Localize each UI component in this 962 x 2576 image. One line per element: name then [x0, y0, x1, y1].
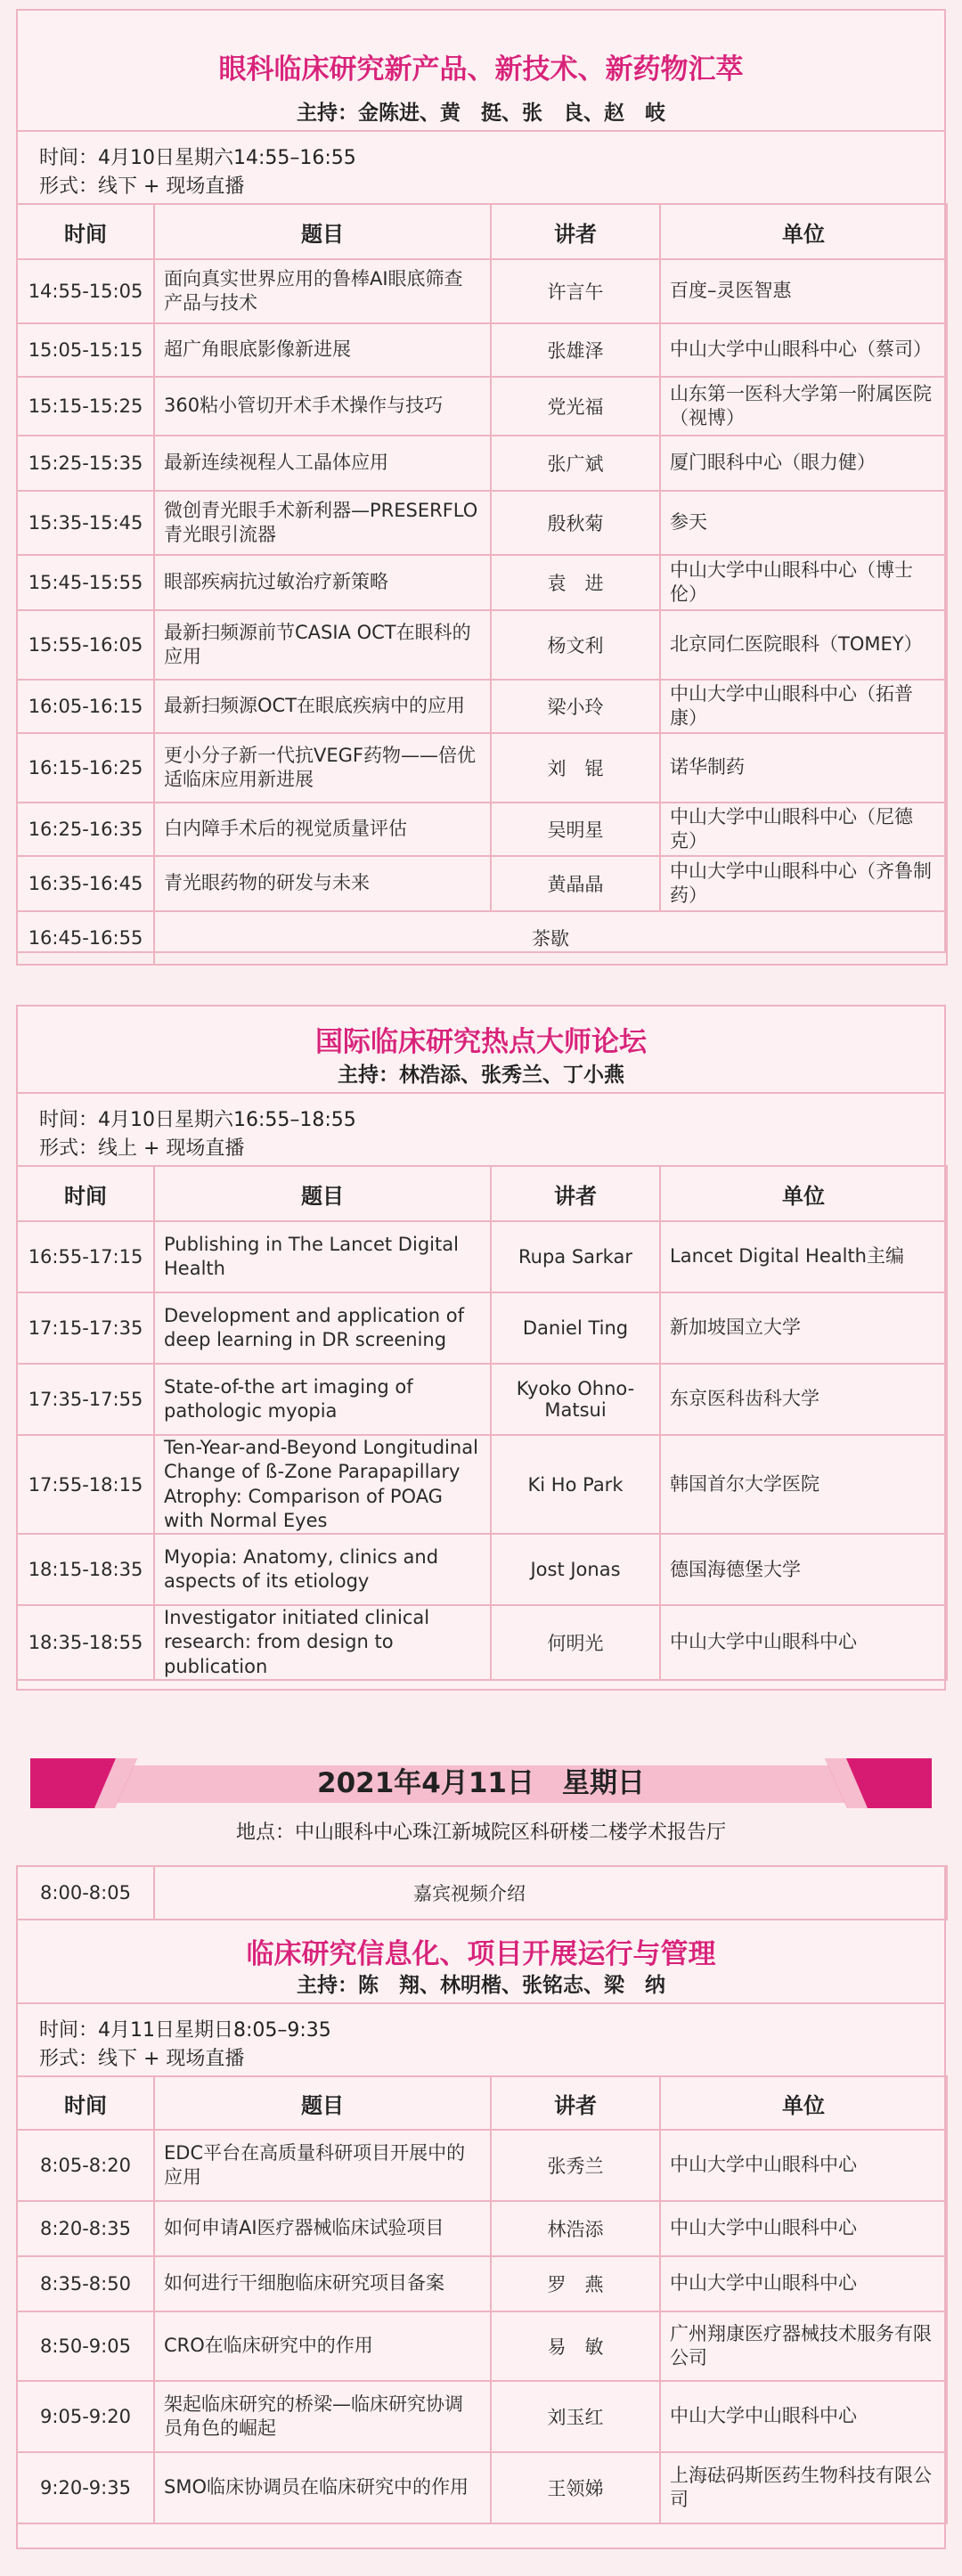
day-banner — [30, 1758, 932, 1808]
session-panel-products — [16, 9, 946, 953]
row-topic: Ten-Year-and-Beyond Longitudinal Change of ß-Zone Parapapillary Atrophy: Comparison of POAG with Normal Eyes — [154, 1435, 491, 1534]
table-row — [17, 1534, 947, 1605]
row-speaker: 袁 进 — [491, 555, 660, 610]
row-time: 9:20-9:35 — [17, 2452, 154, 2523]
row-speaker: Kyoko Ohno-Matsui — [491, 1364, 660, 1435]
row-unit: 中山大学中山眼科中心（拓普康） — [660, 680, 947, 733]
row-unit: 中山大学中山眼科中心（蔡司） — [660, 323, 947, 377]
row-unit: 中山大学中山眼科中心 — [660, 2130, 947, 2201]
row-speaker: 林浩添 — [491, 2201, 660, 2256]
row-time: 17:15-17:35 — [17, 1292, 154, 1364]
row-topic: Investigator initiated clinical research: from design to publication — [154, 1605, 491, 1680]
col-header-time: 时间 — [17, 204, 154, 259]
session-hosts: 主持：林浩添、张秀兰、丁小燕 — [338, 1064, 624, 1087]
session-format: 形式：线上 + 现场直播 — [39, 1137, 245, 1160]
session-info — [18, 130, 944, 205]
row-unit: 诺华制药 — [660, 733, 947, 803]
row-time: 8:50-9:05 — [17, 2311, 154, 2381]
row-time: 18:35-18:55 — [17, 1605, 154, 1680]
break-time: 16:45-16:55 — [17, 911, 154, 965]
row-time: 15:25-15:35 — [17, 436, 154, 491]
row-topic: Myopia: Anatomy, clinics and aspects of its etiology — [154, 1534, 491, 1605]
table-row — [17, 803, 947, 856]
table-row — [17, 1605, 947, 1680]
row-unit: 韩国首尔大学医院 — [660, 1435, 947, 1534]
row-time: 16:55-17:15 — [17, 1221, 154, 1292]
table-row — [17, 1364, 947, 1435]
row-topic: 如何申请AI医疗器械临床试验项目 — [154, 2201, 491, 2256]
table-row — [17, 377, 947, 436]
table-row — [17, 856, 947, 911]
row-topic: 最新连续视程人工晶体应用 — [154, 436, 491, 491]
row-topic: 架起临床研究的桥梁—临床研究协调员角色的崛起 — [154, 2381, 491, 2452]
row-topic: 如何进行干细胞临床研究项目备案 — [154, 2256, 491, 2311]
row-time: 16:25-16:35 — [17, 803, 154, 856]
col-header-time: 时间 — [17, 1166, 154, 1221]
schedule-table — [16, 2075, 948, 2524]
row-unit: 中山大学中山眼科中心（博士伦） — [660, 555, 947, 610]
row-unit: 中山大学中山眼科中心 — [660, 2201, 947, 2256]
row-topic: Publishing in The Lancet Digital Health — [154, 1221, 491, 1292]
row-speaker: 梁小玲 — [491, 680, 660, 733]
row-time: 17:55-18:15 — [17, 1435, 154, 1534]
row-speaker: 王领娣 — [491, 2452, 660, 2523]
table-row — [17, 323, 947, 377]
table-row — [17, 2130, 947, 2201]
row-topic: 超广角眼底影像新进展 — [154, 323, 491, 377]
break-row — [17, 911, 947, 965]
row-speaker: Daniel Ting — [491, 1292, 660, 1364]
row-time: 16:35-16:45 — [17, 856, 154, 911]
table-row — [17, 733, 947, 803]
session-time: 时间：4月10日星期六14:55–16:55 — [39, 147, 356, 169]
row-speaker: 刘 锟 — [491, 733, 660, 803]
row-unit: 参天 — [660, 491, 947, 555]
row-topic: CRO在临床研究中的作用 — [154, 2311, 491, 2381]
video-label: 嘉宾视频介绍 — [154, 1866, 947, 1920]
row-time: 8:05-8:20 — [17, 2130, 154, 2201]
row-time: 8:20-8:35 — [17, 2201, 154, 2256]
row-topic: 眼部疾病抗过敏治疗新策略 — [154, 555, 491, 610]
row-time: 15:05-15:15 — [17, 323, 154, 377]
row-speaker: 张秀兰 — [491, 2130, 660, 2201]
row-time: 14:55-15:05 — [17, 259, 154, 323]
row-time: 16:05-16:15 — [17, 680, 154, 733]
table-row — [17, 436, 947, 491]
col-header-unit: 单位 — [660, 1166, 947, 1221]
row-topic: 白内障手术后的视觉质量评估 — [154, 803, 491, 856]
col-header-time: 时间 — [17, 2076, 154, 2130]
table-row — [17, 2452, 947, 2523]
row-speaker: 张广斌 — [491, 436, 660, 491]
table-row — [17, 259, 947, 323]
table-row — [17, 1435, 947, 1534]
col-header-unit: 单位 — [660, 2076, 947, 2130]
row-speaker: 吴明星 — [491, 803, 660, 856]
session-title: 临床研究信息化、项目开展运行与管理 — [246, 1938, 716, 1970]
row-topic: 微创青光眼手术新利器—PRESERFLO青光眼引流器 — [154, 491, 491, 555]
row-topic: 最新扫频源OCT在眼底疾病中的应用 — [154, 680, 491, 733]
row-unit: 中山大学中山眼科中心（齐鲁制药） — [660, 856, 947, 911]
session-time: 时间：4月10日星期六16:55–18:55 — [39, 1109, 356, 1131]
table-row — [17, 555, 947, 610]
row-speaker: 刘玉红 — [491, 2381, 660, 2452]
row-time: 17:35-17:55 — [17, 1364, 154, 1435]
row-time: 16:15-16:25 — [17, 733, 154, 803]
venue-location: 地点：中山眼科中心珠江新城院区科研楼二楼学术报告厅 — [235, 1822, 726, 1844]
col-header-unit: 单位 — [660, 204, 947, 259]
break-label: 茶歇 — [154, 911, 947, 965]
table-header-row — [17, 2076, 947, 2130]
row-topic: State-of-the art imaging of pathologic myopia — [154, 1364, 491, 1435]
row-time: 15:45-15:55 — [17, 555, 154, 610]
row-speaker: 党光福 — [491, 377, 660, 436]
table-row — [17, 2381, 947, 2452]
row-unit: 广州翔康医疗器械技术服务有限公司 — [660, 2311, 947, 2381]
session-format: 形式：线下 + 现场直播 — [39, 175, 245, 198]
row-time: 9:05-9:20 — [17, 2381, 154, 2452]
row-unit: 东京医科齿科大学 — [660, 1364, 947, 1435]
row-speaker: Jost Jonas — [491, 1534, 660, 1605]
table-row — [17, 680, 947, 733]
session-hosts: 主持：陈 翔、林明楷、张铭志、梁 纳 — [297, 1974, 665, 1997]
row-time: 8:35-8:50 — [17, 2256, 154, 2311]
row-time: 15:15-15:25 — [17, 377, 154, 436]
row-unit: 中山大学中山眼科中心（尼德克） — [660, 803, 947, 856]
row-speaker: 罗 燕 — [491, 2256, 660, 2311]
row-speaker: Ki Ho Park — [491, 1435, 660, 1534]
row-topic: 更小分子新一代抗VEGF药物——倍优适临床应用新进展 — [154, 733, 491, 803]
session-format: 形式：线下 + 现场直播 — [39, 2048, 245, 2070]
row-unit: 新加坡国立大学 — [660, 1292, 947, 1364]
table-row — [17, 1221, 947, 1292]
col-header-topic: 题目 — [154, 204, 491, 259]
col-header-speaker: 讲者 — [491, 1166, 660, 1221]
table-header-row — [17, 1166, 947, 1221]
row-speaker: Rupa Sarkar — [491, 1221, 660, 1292]
row-topic: 青光眼药物的研发与未来 — [154, 856, 491, 911]
col-header-topic: 题目 — [154, 2076, 491, 2130]
video-time: 8:00-8:05 — [17, 1866, 154, 1920]
row-unit: Lancet Digital Health主编 — [660, 1221, 947, 1292]
session-panel-forum — [16, 1005, 946, 1691]
row-topic: EDC平台在高质量科研项目开展中的应用 — [154, 2130, 491, 2201]
row-unit: 中山大学中山眼科中心 — [660, 2256, 947, 2311]
session-panel-management — [16, 1865, 946, 2549]
row-unit: 百度–灵医智惠 — [660, 259, 947, 323]
row-topic: 面向真实世界应用的鲁棒AI眼底筛查产品与技术 — [154, 259, 491, 323]
row-time: 15:35-15:45 — [17, 491, 154, 555]
row-topic: 最新扫频源前节CASIA OCT在眼科的应用 — [154, 610, 491, 680]
table-row — [17, 2311, 947, 2381]
row-unit: 上海砝码斯医药生物科技有限公司 — [660, 2452, 947, 2523]
row-speaker: 张雄泽 — [491, 323, 660, 377]
row-unit: 中山大学中山眼科中心 — [660, 2381, 947, 2452]
session-time: 时间：4月11日星期日8:05–9:35 — [39, 2019, 331, 2042]
session-title: 国际临床研究热点大师论坛 — [315, 1026, 647, 1058]
col-header-topic: 题目 — [154, 1166, 491, 1221]
table-row — [17, 491, 947, 555]
table-header-row — [17, 204, 947, 259]
row-topic: 360粘小管切开术手术操作与技巧 — [154, 377, 491, 436]
col-header-speaker: 讲者 — [491, 204, 660, 259]
schedule-table — [16, 1165, 948, 1681]
row-speaker: 黄晶晶 — [491, 856, 660, 911]
row-speaker: 许言午 — [491, 259, 660, 323]
table-row — [17, 610, 947, 680]
row-time: 15:55-16:05 — [17, 610, 154, 680]
table-row — [17, 2256, 947, 2311]
row-unit: 厦门眼科中心（眼力健） — [660, 436, 947, 491]
row-speaker: 易 敏 — [491, 2311, 660, 2381]
table-row — [17, 1292, 947, 1364]
session-title: 眼科临床研究新产品、新技术、新药物汇萃 — [218, 53, 744, 86]
row-unit: 北京同仁医院眼科（TOMEY） — [660, 610, 947, 680]
row-unit: 德国海德堡大学 — [660, 1534, 947, 1605]
col-header-speaker: 讲者 — [491, 2076, 660, 2130]
row-unit: 中山大学中山眼科中心 — [660, 1605, 947, 1680]
session-info — [18, 2002, 944, 2077]
row-topic: SMO临床协调员在临床研究中的作用 — [154, 2452, 491, 2523]
row-speaker: 何明光 — [491, 1605, 660, 1680]
row-time: 18:15-18:35 — [17, 1534, 154, 1605]
row-speaker: 杨文利 — [491, 610, 660, 680]
row-unit: 山东第一医科大学第一附属医院（视博） — [660, 377, 947, 436]
session-info — [18, 1092, 944, 1167]
row-speaker: 殷秋菊 — [491, 491, 660, 555]
session-hosts: 主持：金陈进、黄 挺、张 良、赵 岐 — [297, 102, 665, 125]
video-intro-row — [16, 1865, 948, 1920]
row-topic: Development and application of deep learning in DR screening — [154, 1292, 491, 1364]
day-date: 2021年4月11日 星期日 — [317, 1767, 645, 1799]
table-row — [17, 2201, 947, 2256]
schedule-table — [16, 203, 948, 966]
